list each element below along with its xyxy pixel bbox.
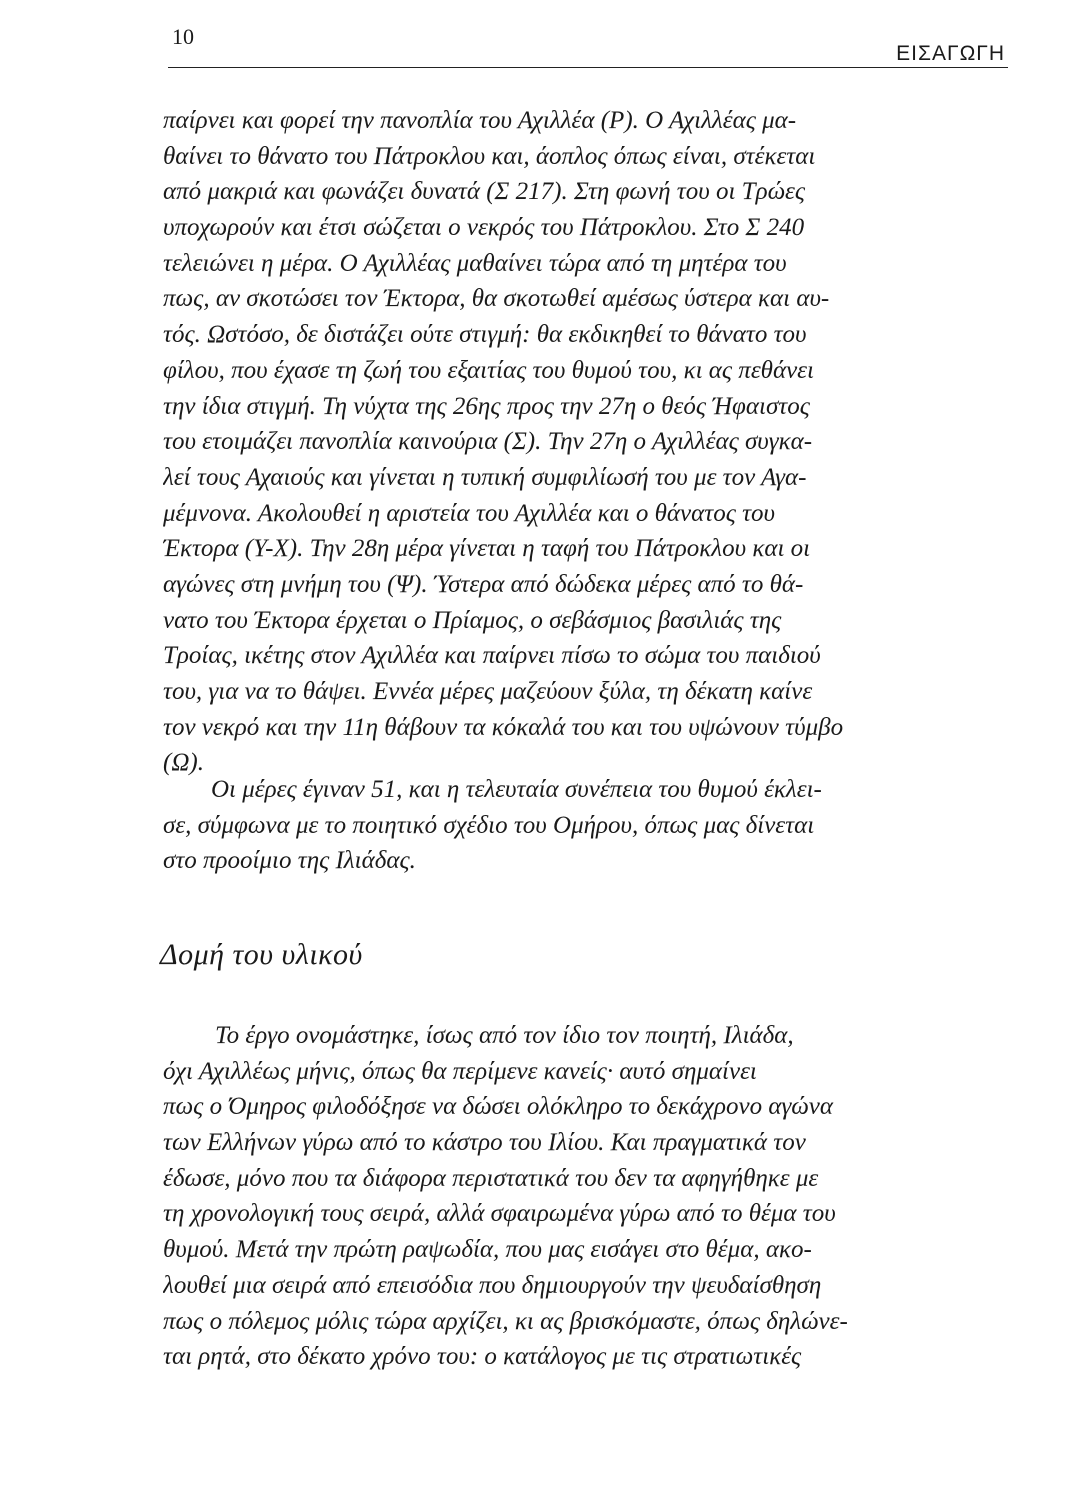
paragraph-1 xyxy=(163,103,1008,781)
text-line: θαίνει το θάνατο του Πάτροκλου και, άοπλος όπως είναι, στέκεται xyxy=(163,142,816,170)
text-line: τελειώνει η μέρα. Ο Αχιλλέας μαθαίνει τώρα από τη μητέρα του xyxy=(163,249,787,277)
text-line: έδωσε, μόνο που τα διάφορα περιστατικά του δεν τα αφηγήθηκε με xyxy=(163,1164,819,1192)
text-line: πως, αν σκοτώσει τον Έκτορα, θα σκοτωθεί αμέσως ύστερα και αυ- xyxy=(163,285,830,313)
text-line: του ετοιμάζει πανοπλία καινούρια (Σ). Την 27η ο Αχιλλέας συγκα- xyxy=(163,428,813,456)
text-line: αγώνες στη μνήμη του (Ψ). Ύστερα από δώδεκα μέρες από το θά- xyxy=(163,570,804,598)
text-line: των Ελλήνων γύρω από το κάστρο του Ιλίου. Και πραγματικά τον xyxy=(163,1129,806,1157)
paragraph-2 xyxy=(163,772,1008,879)
text-line: λεί τους Αχαιούς και γίνεται η τυπική συμφιλίωσή του με τον Αγα- xyxy=(163,463,807,491)
text-line: Τροίας, ικέτης στον Αχιλλέα και παίρνει πίσω το σώμα του παιδιού xyxy=(163,642,821,670)
text-line: τη χρονολογική τους σειρά, αλλά σφαιρωμένα γύρω από το θέμα του xyxy=(163,1200,836,1228)
text-line: Έκτορα (Υ-Χ). Την 28η μέρα γίνεται η ταφή του Πάτροκλου και οι xyxy=(163,535,811,563)
running-head: ΕΙΣΑΓΩΓΗ xyxy=(896,42,1005,65)
text-line: (Ω). xyxy=(163,749,204,777)
text-line: παίρνει και φορεί την πανοπλία του Αχιλλέα (Ρ). Ο Αχιλλέας μα- xyxy=(163,107,797,134)
text-line: Το έργο ονομάστηκε, ίσως από τον ίδιο τον ποιητή, Ιλιάδα, xyxy=(215,1022,794,1049)
text-line: τός. Ωστόσο, δε διστάζει ούτε στιγμή: θα εκδικηθεί το θάνατο του xyxy=(163,321,807,349)
text-line: από μακριά και φωνάζει δυνατά (Σ 217). Στη φωνή του οι Τρώες xyxy=(163,178,806,206)
text-line: πως ο πόλεμος μόλις τώρα αρχίζει, κι ας βρισκόμαστε, όπως δηλώνε- xyxy=(163,1307,848,1335)
text-line: σε, σύμφωνα με το ποιητικό σχέδιο του Ομήρου, όπως μας δίνεται xyxy=(163,811,815,839)
text-line: στο προοίμιο της Ιλιάδας. xyxy=(163,847,416,875)
text-line: θυμού. Μετά την πρώτη ραψωδία, που μας εισάγει στο θέμα, ακο- xyxy=(163,1236,812,1264)
page-number: 10 xyxy=(172,24,194,49)
text-line: Οι μέρες έγιναν 51, και η τελευταία συνέπεια του θυμού έκλει- xyxy=(211,776,822,803)
text-line: την ίδια στιγμή. Τη νύχτα της 26ης προς την 27η ο θεός Ήφαιστος xyxy=(163,392,810,420)
text-line: φίλου, που έχασε τη ζωή του εξαιτίας του θυμού του, κι ας πεθάνει xyxy=(163,356,814,384)
text-line: πως ο Όμηρος φιλοδόξησε να δώσει ολόκληρο το δεκάχρονο αγώνα xyxy=(163,1093,833,1121)
text-line: ται ρητά, στο δέκατο χρόνο του: ο κατάλογος με τις στρατιωτικές xyxy=(163,1343,802,1371)
text-line: υποχωρούν και έτσι σώζεται ο νεκρός του Πάτροκλου. Στο Σ 240 xyxy=(163,214,805,242)
paragraph-3 xyxy=(163,1018,1008,1375)
text-line: τον νεκρό και την 11η θάβουν τα κόκαλά του και του υψώνουν τύμβο xyxy=(163,713,844,741)
text-line: μέμνονα. Ακολουθεί η αριστεία του Αχιλλέα και ο θάνατος του xyxy=(163,499,776,527)
text-line: του, για να το θάψει. Εννέα μέρες μαζεύουν ξύλα, τη δέκατη καίνε xyxy=(163,678,813,705)
text-line: νατο του Έκτορα έρχεται ο Πρίαμος, ο σεβάσμιος βασιλιάς της xyxy=(163,606,782,634)
text-line: λουθεί μια σειρά από επεισόδια που δημιουργούν την ψευδαίσθηση xyxy=(163,1271,822,1299)
text-line: όχι Αχιλλέως μήνις, όπως θα περίμενε κανείς· αυτό σημαίνει xyxy=(163,1057,757,1085)
section-heading: Δομή του υλικού xyxy=(160,938,363,971)
header-rule xyxy=(168,67,1008,68)
